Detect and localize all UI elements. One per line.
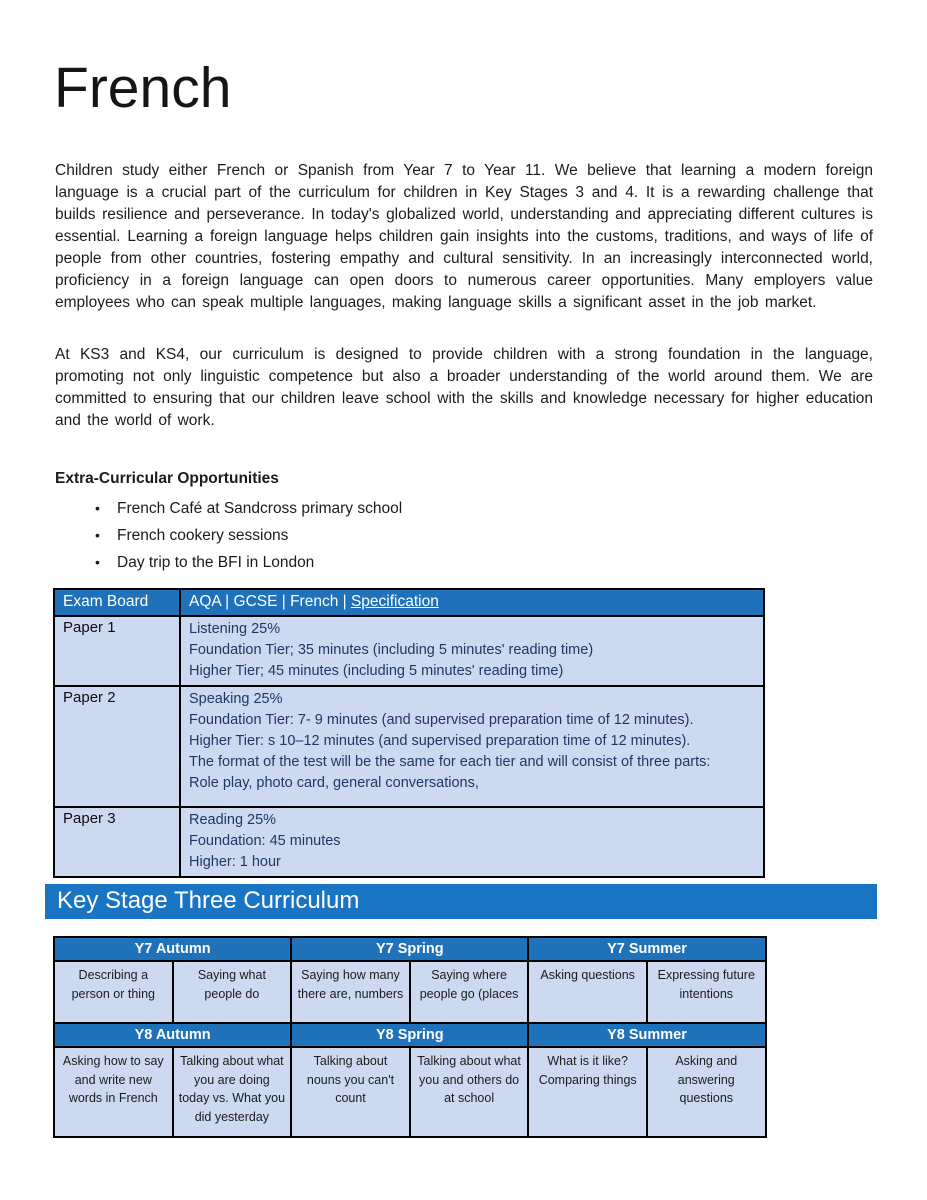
topic-cell: Asking how to say and write new words in French [54, 1047, 173, 1137]
detail-line: The format of the test will be the same for each tier and will consist of three parts: [189, 754, 711, 770]
intro-section [55, 160, 873, 462]
y8-header-row [54, 1023, 766, 1047]
detail-line: Speaking 25% [189, 691, 283, 707]
extra-curricular-heading: Extra-Curricular Opportunities [55, 470, 279, 487]
table-row [54, 807, 764, 877]
y8-summer-header: Y8 Summer [528, 1023, 765, 1047]
topic-cell: Saying how many there are, numbers [291, 961, 410, 1023]
detail-line: Listening 25% [189, 621, 281, 637]
y8-spring-header: Y8 Spring [291, 1023, 528, 1047]
topic-cell: Talking about what you are doing today vs. What you did yesterday [173, 1047, 292, 1137]
list-item [95, 495, 755, 522]
y7-autumn-header: Y7 Autumn [54, 937, 291, 961]
list-item-text: Day trip to the BFI in London [117, 554, 315, 571]
y7-summer-header: Y7 Summer [528, 937, 765, 961]
table-row [54, 616, 764, 686]
paper-1-label: Paper 1 [54, 616, 180, 686]
detail-line: Higher Tier; 45 minutes (including 5 minutes' reading time) [189, 663, 564, 679]
ks3-curriculum-table [53, 936, 767, 1138]
topic-cell: Talking about what you and others do at school [410, 1047, 529, 1137]
topic-cell: Asking and answering questions [647, 1047, 766, 1137]
detail-line: Foundation Tier; 35 minutes (including 5 minutes' reading time) [189, 642, 594, 658]
detail-line: Reading 25% [189, 812, 277, 828]
paper-3-label: Paper 3 [54, 807, 180, 877]
paper-3-details [180, 807, 764, 877]
topic-cell: Saying what people do [173, 961, 292, 1023]
bullet-icon: • [95, 527, 100, 543]
paper-1-details [180, 616, 764, 686]
list-item-text: French Café at Sandcross primary school [117, 500, 403, 517]
bullet-icon: • [95, 554, 100, 570]
list-item [95, 549, 755, 576]
topic-cell: Describing a person or thing [54, 961, 173, 1023]
list-item [95, 522, 755, 549]
bullet-icon: • [95, 500, 100, 516]
intro-paragraph-2: At KS3 and KS4, our curriculum is designed to provide children with a strong foundation in the language, promoting not only linguistic competence but also a broader understanding of the world around them. We are committed to ensuring that our children leave school with the skills and knowledge necessary for higher education and the world of work. [55, 346, 873, 429]
topic-cell: Expressing future intentions [647, 961, 766, 1023]
exam-board-header-cell: Exam Board [54, 589, 180, 616]
exam-board-table [53, 588, 765, 878]
intro-paragraph-1: Children study either French or Spanish from Year 7 to Year 11. We believe that learning a modern foreign language is a crucial part of the curriculum for children in Key Stages 3 and 4. It is a rewarding challenge that builds resilience and perseverance. In today's globalized world, understanding and appreciating different cultures is essential. Learning a foreign language helps children gain insights into the customs, traditions, and ways of life of people from other countries, fostering empathy and cultural sensitivity. In an increasingly interconnected world, proficiency in a foreign language can open doors to numerous career opportunities. Many employers value employees who can speak multiple languages, making language skills a significant asset in the job market. [55, 162, 873, 311]
topic-cell: Asking questions [528, 961, 647, 1023]
y8-topics-row [54, 1047, 766, 1137]
detail-line: Higher: 1 hour [189, 854, 281, 870]
key-stage-three-banner: Key Stage Three Curriculum [45, 884, 877, 919]
extra-curricular-list [55, 495, 755, 576]
y7-header-row [54, 937, 766, 961]
detail-line: Foundation: 45 minutes [189, 833, 341, 849]
exam-spec-header-cell [180, 589, 764, 616]
extra-curricular-section [55, 470, 755, 576]
list-item-text: French cookery sessions [117, 527, 289, 544]
paper-2-label: Paper 2 [54, 686, 180, 807]
topic-cell: Talking about nouns you can't count [291, 1047, 410, 1137]
detail-line: Role play, photo card, general conversations, [189, 775, 479, 791]
topic-cell: Saying where people go (places [410, 961, 529, 1023]
topic-cell: What is it like? Comparing things [528, 1047, 647, 1137]
y7-spring-header: Y7 Spring [291, 937, 528, 961]
page-title: French [54, 56, 232, 120]
paper-2-details [180, 686, 764, 807]
y7-topics-row [54, 961, 766, 1023]
detail-line: Higher Tier: s 10–12 minutes (and supervised preparation time of 12 minutes). [189, 733, 691, 749]
exam-table-header-row [54, 589, 764, 616]
y8-autumn-header: Y8 Autumn [54, 1023, 291, 1047]
detail-line: Foundation Tier: 7- 9 minutes (and supervised preparation time of 12 minutes). [189, 712, 694, 728]
exam-spec-text: AQA | GCSE | French | [189, 593, 351, 610]
specification-link[interactable]: Specification [350, 593, 439, 610]
table-row [54, 686, 764, 807]
